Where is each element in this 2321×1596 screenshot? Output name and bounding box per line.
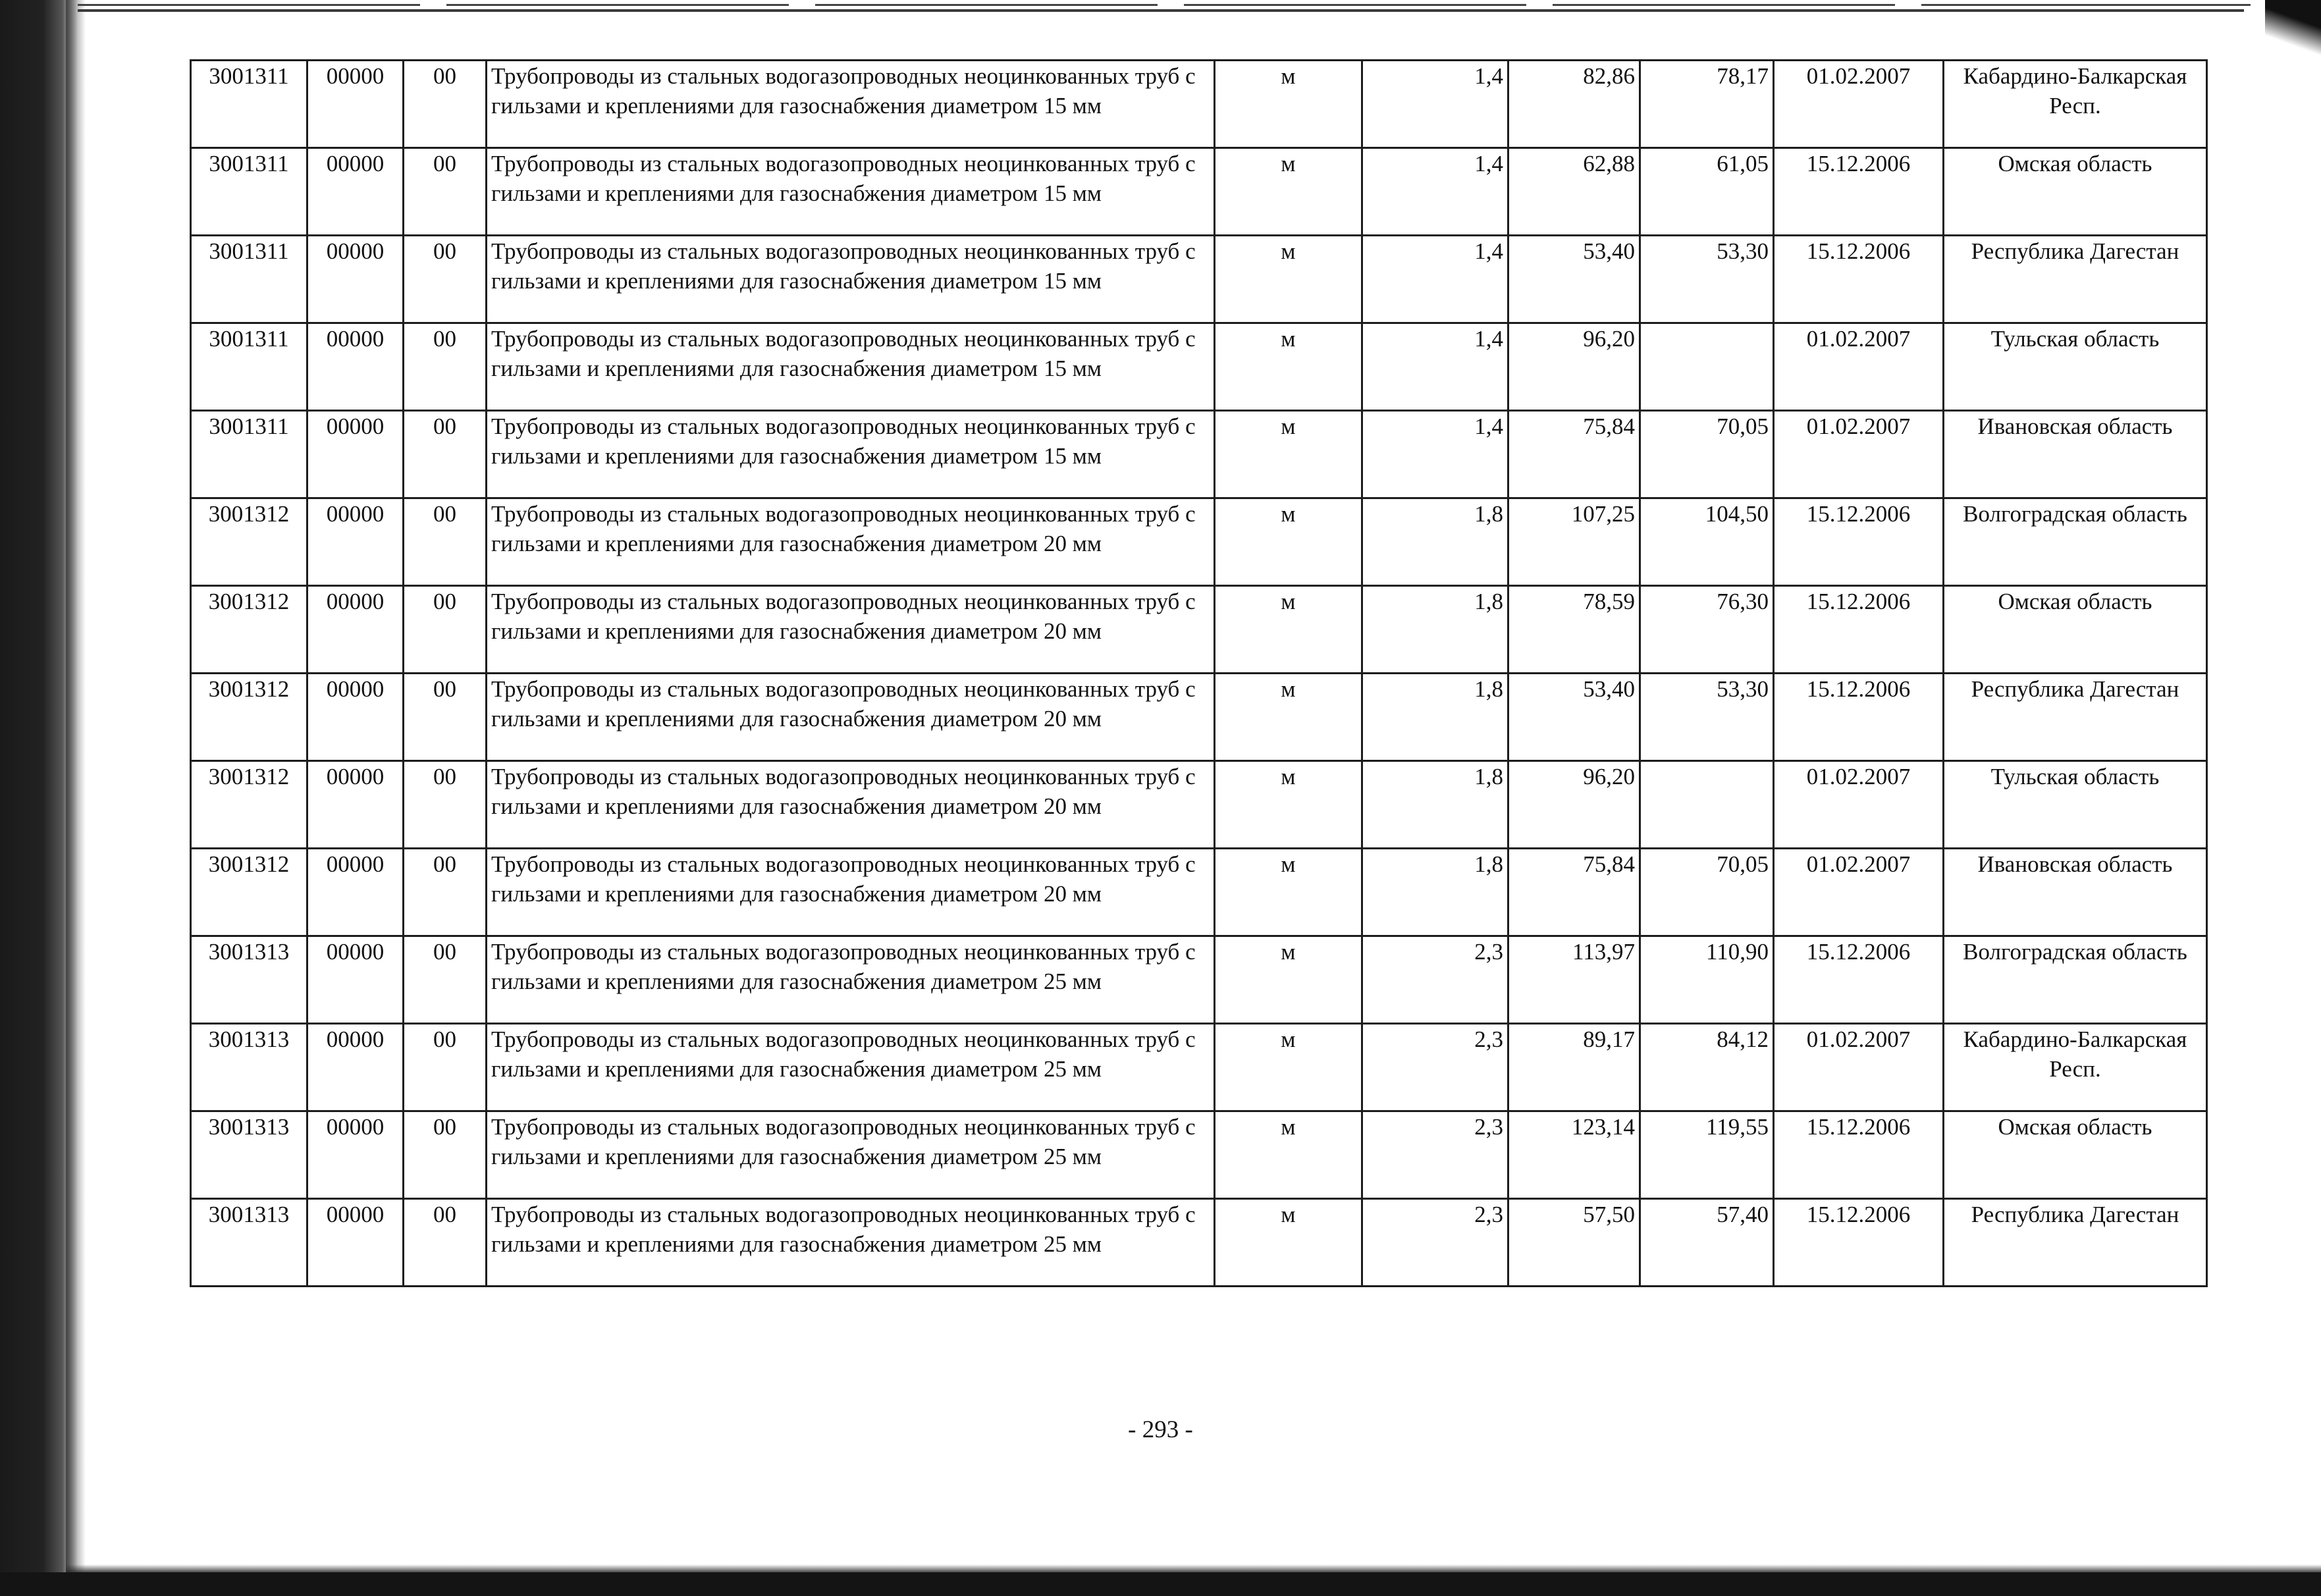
cell-date: 01.02.2007 [1774, 761, 1944, 849]
cell-subcode: 00000 [307, 148, 404, 236]
cell-code: 3001313 [191, 1024, 307, 1111]
cell-unit: м [1215, 849, 1362, 936]
cell-quantity: 1,4 [1362, 61, 1508, 148]
cell-code: 3001313 [191, 936, 307, 1024]
cell-version: 00 [404, 936, 487, 1024]
cell-date: 01.02.2007 [1774, 323, 1944, 411]
cell-subcode: 00000 [307, 1111, 404, 1199]
cell-unit: м [1215, 1111, 1362, 1199]
cell-unit: м [1215, 761, 1362, 849]
table-row [191, 323, 2207, 411]
cell-unit: м [1215, 1199, 1362, 1287]
cell-unit: м [1215, 148, 1362, 236]
cell-quantity: 1,8 [1362, 498, 1508, 586]
cell-price-1: 96,20 [1508, 761, 1640, 849]
cell-region: Волгоградская область [1944, 498, 2207, 586]
cell-date: 15.12.2006 [1774, 674, 1944, 761]
cell-quantity: 2,3 [1362, 1024, 1508, 1111]
cell-version: 00 [404, 1111, 487, 1199]
table-row [191, 1111, 2207, 1199]
cell-quantity: 2,3 [1362, 936, 1508, 1024]
cell-version: 00 [404, 411, 487, 498]
cell-code: 3001311 [191, 148, 307, 236]
table-row [191, 61, 2207, 148]
cell-version: 00 [404, 761, 487, 849]
table-row [191, 936, 2207, 1024]
cell-version: 00 [404, 61, 487, 148]
cell-description: Трубопроводы из стальных водогазопроводных неоцинкованных труб с гильзами и креплениями для газоснабжения диаметром 15 мм [487, 236, 1215, 323]
cell-price-1: 113,97 [1508, 936, 1640, 1024]
table-row [191, 1024, 2207, 1111]
cell-region: Омская область [1944, 148, 2207, 236]
scan-left-shadow [66, 0, 86, 1596]
table-row [191, 586, 2207, 674]
table-row [191, 411, 2207, 498]
cell-subcode: 00000 [307, 498, 404, 586]
cell-code: 3001312 [191, 586, 307, 674]
cell-date: 15.12.2006 [1774, 586, 1944, 674]
cell-region: Кабардино-Балкарская Респ. [1944, 61, 2207, 148]
cell-price-2: 104,50 [1640, 498, 1774, 586]
cell-price-2: 53,30 [1640, 674, 1774, 761]
cell-region: Республика Дагестан [1944, 1199, 2207, 1287]
cell-description: Трубопроводы из стальных водогазопроводных неоцинкованных труб с гильзами и креплениями для газоснабжения диаметром 15 мм [487, 323, 1215, 411]
cell-price-2: 78,17 [1640, 61, 1774, 148]
cell-price-1: 57,50 [1508, 1199, 1640, 1287]
cell-date: 01.02.2007 [1774, 61, 1944, 148]
cell-description: Трубопроводы из стальных водогазопроводных неоцинкованных труб с гильзами и креплениями для газоснабжения диаметром 25 мм [487, 1199, 1215, 1287]
cell-price-2: 53,30 [1640, 236, 1774, 323]
page-number: - 293 - [1128, 1416, 1193, 1443]
cell-date: 01.02.2007 [1774, 849, 1944, 936]
cell-date: 15.12.2006 [1774, 1111, 1944, 1199]
cell-code: 3001312 [191, 498, 307, 586]
cell-version: 00 [404, 849, 487, 936]
table-row [191, 236, 2207, 323]
scan-top-line-secondary [78, 4, 2251, 6]
cell-price-2: 119,55 [1640, 1111, 1774, 1199]
cell-unit: м [1215, 498, 1362, 586]
cell-unit: м [1215, 586, 1362, 674]
cell-region: Ивановская область [1944, 411, 2207, 498]
cell-date: 01.02.2007 [1774, 1024, 1944, 1111]
cell-price-2: 110,90 [1640, 936, 1774, 1024]
cell-price-1: 123,14 [1508, 1111, 1640, 1199]
table-row [191, 761, 2207, 849]
cell-price-1: 62,88 [1508, 148, 1640, 236]
cell-version: 00 [404, 498, 487, 586]
cell-price-2: 57,40 [1640, 1199, 1774, 1287]
cell-subcode: 00000 [307, 323, 404, 411]
cell-code: 3001311 [191, 236, 307, 323]
scan-top-right-corner [2265, 0, 2321, 72]
cell-date: 15.12.2006 [1774, 498, 1944, 586]
cell-subcode: 00000 [307, 61, 404, 148]
cell-version: 00 [404, 148, 487, 236]
cell-region: Тульская область [1944, 323, 2207, 411]
cell-description: Трубопроводы из стальных водогазопроводных неоцинкованных труб с гильзами и креплениями для газоснабжения диаметром 15 мм [487, 148, 1215, 236]
cell-region: Волгоградская область [1944, 936, 2207, 1024]
cell-code: 3001311 [191, 61, 307, 148]
cell-price-2 [1640, 761, 1774, 849]
table-row [191, 849, 2207, 936]
cell-version: 00 [404, 586, 487, 674]
cell-subcode: 00000 [307, 674, 404, 761]
cell-price-1: 96,20 [1508, 323, 1640, 411]
cell-quantity: 1,4 [1362, 148, 1508, 236]
cell-description: Трубопроводы из стальных водогазопроводных неоцинкованных труб с гильзами и креплениями для газоснабжения диаметром 15 мм [487, 61, 1215, 148]
cell-date: 15.12.2006 [1774, 936, 1944, 1024]
cell-subcode: 00000 [307, 411, 404, 498]
table-row [191, 1199, 2207, 1287]
cell-region: Кабардино-Балкарская Респ. [1944, 1024, 2207, 1111]
cell-price-1: 75,84 [1508, 849, 1640, 936]
cell-code: 3001311 [191, 411, 307, 498]
cell-version: 00 [404, 1199, 487, 1287]
cell-date: 15.12.2006 [1774, 148, 1944, 236]
cell-code: 3001313 [191, 1111, 307, 1199]
cell-price-2: 84,12 [1640, 1024, 1774, 1111]
cell-subcode: 00000 [307, 586, 404, 674]
cell-region: Республика Дагестан [1944, 674, 2207, 761]
cell-unit: м [1215, 1024, 1362, 1111]
cell-price-1: 53,40 [1508, 674, 1640, 761]
cell-price-1: 53,40 [1508, 236, 1640, 323]
cell-subcode: 00000 [307, 761, 404, 849]
cell-description: Трубопроводы из стальных водогазопроводных неоцинкованных труб с гильзами и креплениями для газоснабжения диаметром 20 мм [487, 761, 1215, 849]
table-body [191, 61, 2207, 1287]
cell-region: Омская область [1944, 586, 2207, 674]
cell-code: 3001312 [191, 761, 307, 849]
cell-quantity: 1,8 [1362, 761, 1508, 849]
cell-price-1: 75,84 [1508, 411, 1640, 498]
cell-price-2: 61,05 [1640, 148, 1774, 236]
cell-quantity: 1,4 [1362, 236, 1508, 323]
cell-quantity: 1,4 [1362, 411, 1508, 498]
cell-region: Республика Дагестан [1944, 236, 2207, 323]
cell-price-1: 107,25 [1508, 498, 1640, 586]
cell-description: Трубопроводы из стальных водогазопроводных неоцинкованных труб с гильзами и креплениями для газоснабжения диаметром 25 мм [487, 936, 1215, 1024]
cell-code: 3001311 [191, 323, 307, 411]
cell-subcode: 00000 [307, 236, 404, 323]
cell-price-2: 76,30 [1640, 586, 1774, 674]
cell-region: Ивановская область [1944, 849, 2207, 936]
cell-description: Трубопроводы из стальных водогазопроводных неоцинкованных труб с гильзами и креплениями для газоснабжения диаметром 25 мм [487, 1111, 1215, 1199]
cell-unit: м [1215, 236, 1362, 323]
cell-region: Омская область [1944, 1111, 2207, 1199]
cell-description: Трубопроводы из стальных водогазопроводных неоцинкованных труб с гильзами и креплениями для газоснабжения диаметром 25 мм [487, 1024, 1215, 1111]
cell-quantity: 1,8 [1362, 674, 1508, 761]
cell-quantity: 2,3 [1362, 1199, 1508, 1287]
cell-price-2 [1640, 323, 1774, 411]
cell-quantity: 1,4 [1362, 323, 1508, 411]
table-row [191, 674, 2207, 761]
cell-price-1: 78,59 [1508, 586, 1640, 674]
cell-price-1: 82,86 [1508, 61, 1640, 148]
cell-unit: м [1215, 61, 1362, 148]
cell-date: 15.12.2006 [1774, 236, 1944, 323]
cell-unit: м [1215, 936, 1362, 1024]
cell-description: Трубопроводы из стальных водогазопроводных неоцинкованных труб с гильзами и креплениями для газоснабжения диаметром 20 мм [487, 849, 1215, 936]
cell-subcode: 00000 [307, 849, 404, 936]
cell-price-2: 70,05 [1640, 849, 1774, 936]
cell-code: 3001312 [191, 849, 307, 936]
cell-date: 01.02.2007 [1774, 411, 1944, 498]
scan-bottom-edge [0, 1572, 2321, 1596]
cell-unit: м [1215, 411, 1362, 498]
cell-unit: м [1215, 674, 1362, 761]
cell-quantity: 2,3 [1362, 1111, 1508, 1199]
cell-version: 00 [404, 1024, 487, 1111]
cell-region: Тульская область [1944, 761, 2207, 849]
cell-version: 00 [404, 674, 487, 761]
cell-description: Трубопроводы из стальных водогазопроводных неоцинкованных труб с гильзами и креплениями для газоснабжения диаметром 20 мм [487, 498, 1215, 586]
cell-code: 3001313 [191, 1199, 307, 1287]
cell-unit: м [1215, 323, 1362, 411]
cell-date: 15.12.2006 [1774, 1199, 1944, 1287]
cell-subcode: 00000 [307, 1024, 404, 1111]
table-row [191, 148, 2207, 236]
cell-description: Трубопроводы из стальных водогазопроводных неоцинкованных труб с гильзами и креплениями для газоснабжения диаметром 20 мм [487, 674, 1215, 761]
cell-price-2: 70,05 [1640, 411, 1774, 498]
cell-version: 00 [404, 323, 487, 411]
cell-description: Трубопроводы из стальных водогазопроводных неоцинкованных труб с гильзами и креплениями для газоснабжения диаметром 15 мм [487, 411, 1215, 498]
cell-subcode: 00000 [307, 1199, 404, 1287]
cell-quantity: 1,8 [1362, 849, 1508, 936]
cell-code: 3001312 [191, 674, 307, 761]
price-table [190, 59, 2208, 1287]
table-row [191, 498, 2207, 586]
cell-price-1: 89,17 [1508, 1024, 1640, 1111]
scan-top-line [78, 9, 2244, 12]
cell-quantity: 1,8 [1362, 586, 1508, 674]
cell-version: 00 [404, 236, 487, 323]
cell-description: Трубопроводы из стальных водогазопроводных неоцинкованных труб с гильзами и креплениями для газоснабжения диаметром 20 мм [487, 586, 1215, 674]
cell-subcode: 00000 [307, 936, 404, 1024]
